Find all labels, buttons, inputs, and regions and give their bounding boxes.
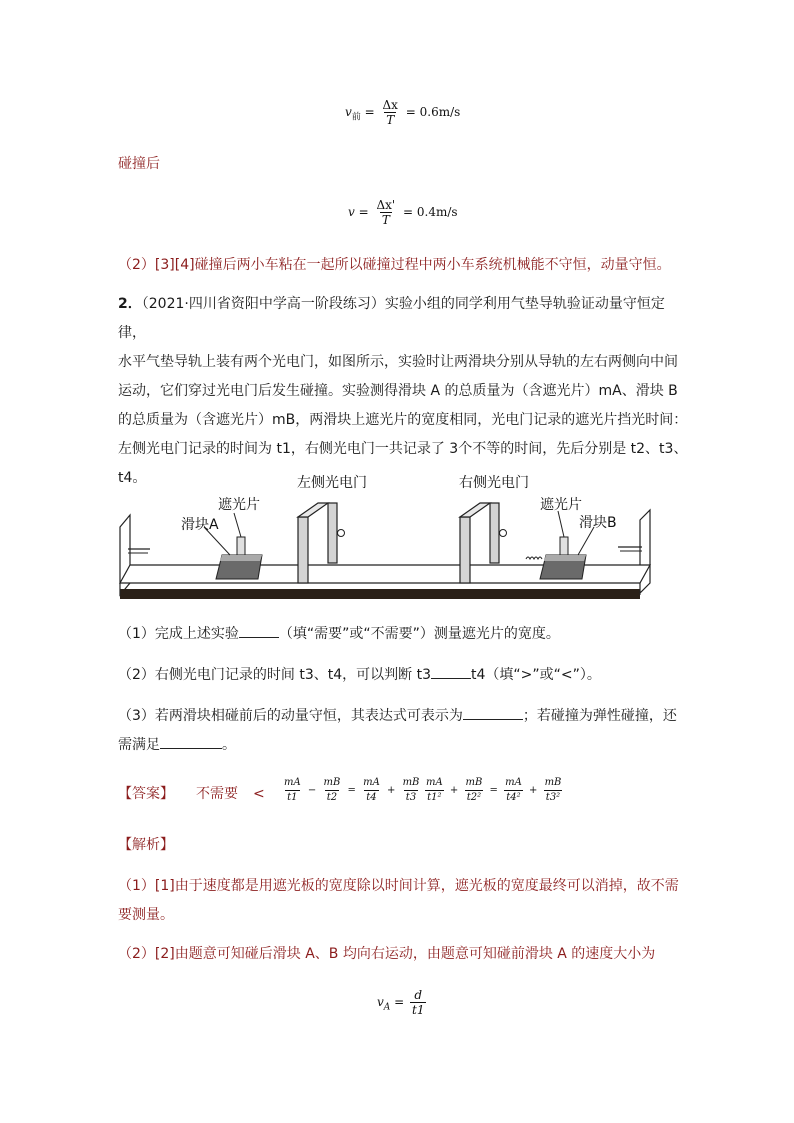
leader-shade-b xyxy=(558,511,564,537)
question-line: 水平气垫导轨上装有两个光电门，如图所示，实验时让两滑块分别从导轨的左右两侧向中间 xyxy=(118,354,678,370)
answer-blank xyxy=(431,664,471,679)
answer-label: 【答案】 xyxy=(118,786,174,802)
question-line: 左侧光电门记录的时间为 t1，右侧光电门一共记录了 3个不等的时间，先后分别是 t2、t3、 xyxy=(118,441,688,457)
label-left-photogate: 左侧光电门 xyxy=(297,475,367,491)
answer-blank xyxy=(239,623,279,638)
air-track-diagram xyxy=(110,465,670,610)
subquestion-3: （3）若两滑块相碰前后的动量守恒，其表达式可表示为 ；若碰撞为弹性碰撞，还 需满足 。 xyxy=(118,702,688,760)
answer-blank xyxy=(463,705,523,720)
answer-1: 不需要 xyxy=(196,786,238,802)
track-base xyxy=(120,589,640,599)
spring-icon xyxy=(526,557,542,559)
formula-velocity-after: v = $\frac{\Delta x'}{T}$ = 0.4m/s xyxy=(348,198,458,227)
label-right-photogate: 右侧光电门 xyxy=(459,475,529,491)
question-line: 的总质量为（含遮光片）mB，两滑块上遮光片的宽度相同，光电门记录的遮光片挡光时间： xyxy=(118,412,688,428)
question-line: 2．（2021·四川省资阳中学高一阶段练习）实验小组的同学利用气垫导轨验证动量守恒定律， xyxy=(118,296,665,341)
fraction: $\frac{\Delta x'}{T}$ xyxy=(376,198,396,227)
formula-va: $v_A$ = $\frac{d}{t1}$ xyxy=(377,988,425,1017)
answer-formula-energy: $\frac{mA}{\text{t1²}}$ + $\frac{mB}{\text{t2²}}$ = $\frac{mA}{\text{t4²}}$ + $\frac{mB}{\text{t3²}}$ xyxy=(426,777,562,803)
analysis-label: 【解析】 xyxy=(118,837,174,853)
subquestion-1: （1）完成上述实验 （填“需要”或“不需要”）测量遮光片的宽度。 xyxy=(118,620,560,649)
subquestion-2: （2）右侧光电门记录的时间 t3、t4，可以判断 t3 t4（填“>”或“<”）。 xyxy=(118,661,601,690)
answer-formula-momentum: $\frac{mA}{t1}$ − $\frac{mB}{t2}$ = $\frac{mA}{t4}$ + $\frac{mB}{t3}$ xyxy=(284,777,420,803)
label-after-collision: 碰撞后 xyxy=(118,156,160,172)
label-shade-left: 遮光片 xyxy=(218,497,260,513)
label-slider-a: 滑块A xyxy=(181,517,219,533)
analysis-part1: （1）[1]由于速度都是用遮光板的宽度除以时间计算，遮光板的宽度最终可以消掉，故不需 要测量。 xyxy=(118,878,679,923)
leader-shade-a xyxy=(234,513,241,537)
answer-2: < xyxy=(253,786,265,802)
answer-blank xyxy=(160,734,222,749)
question-line: t4。 xyxy=(118,470,147,486)
formula-velocity-before: $v_前$ = $\frac{\Delta x}{T}$ = 0.6m/s xyxy=(345,98,461,127)
question-2 xyxy=(118,290,688,493)
label-shade-right: 遮光片 xyxy=(540,497,582,513)
fraction: $\frac{\Delta x}{T}$ xyxy=(382,98,398,127)
question-line: 运动，它们穿过光电门后发生碰撞。实验测得滑块 A 的总质量为（含遮光片）mA、滑块 B xyxy=(118,383,678,399)
analysis-part2: （2）[2]由题意可知碰后滑块 A、B 均向右运动，由题意可知碰前滑块 A 的速度大小为 xyxy=(118,946,656,962)
label-slider-b: 滑块B xyxy=(579,515,617,531)
analysis-part2-conclusion: （2）[3][4]碰撞后两小车粘在一起所以碰撞过程中两小车系统机械能不守恒，动量守恒。 xyxy=(118,257,671,273)
slider-a xyxy=(216,537,262,579)
